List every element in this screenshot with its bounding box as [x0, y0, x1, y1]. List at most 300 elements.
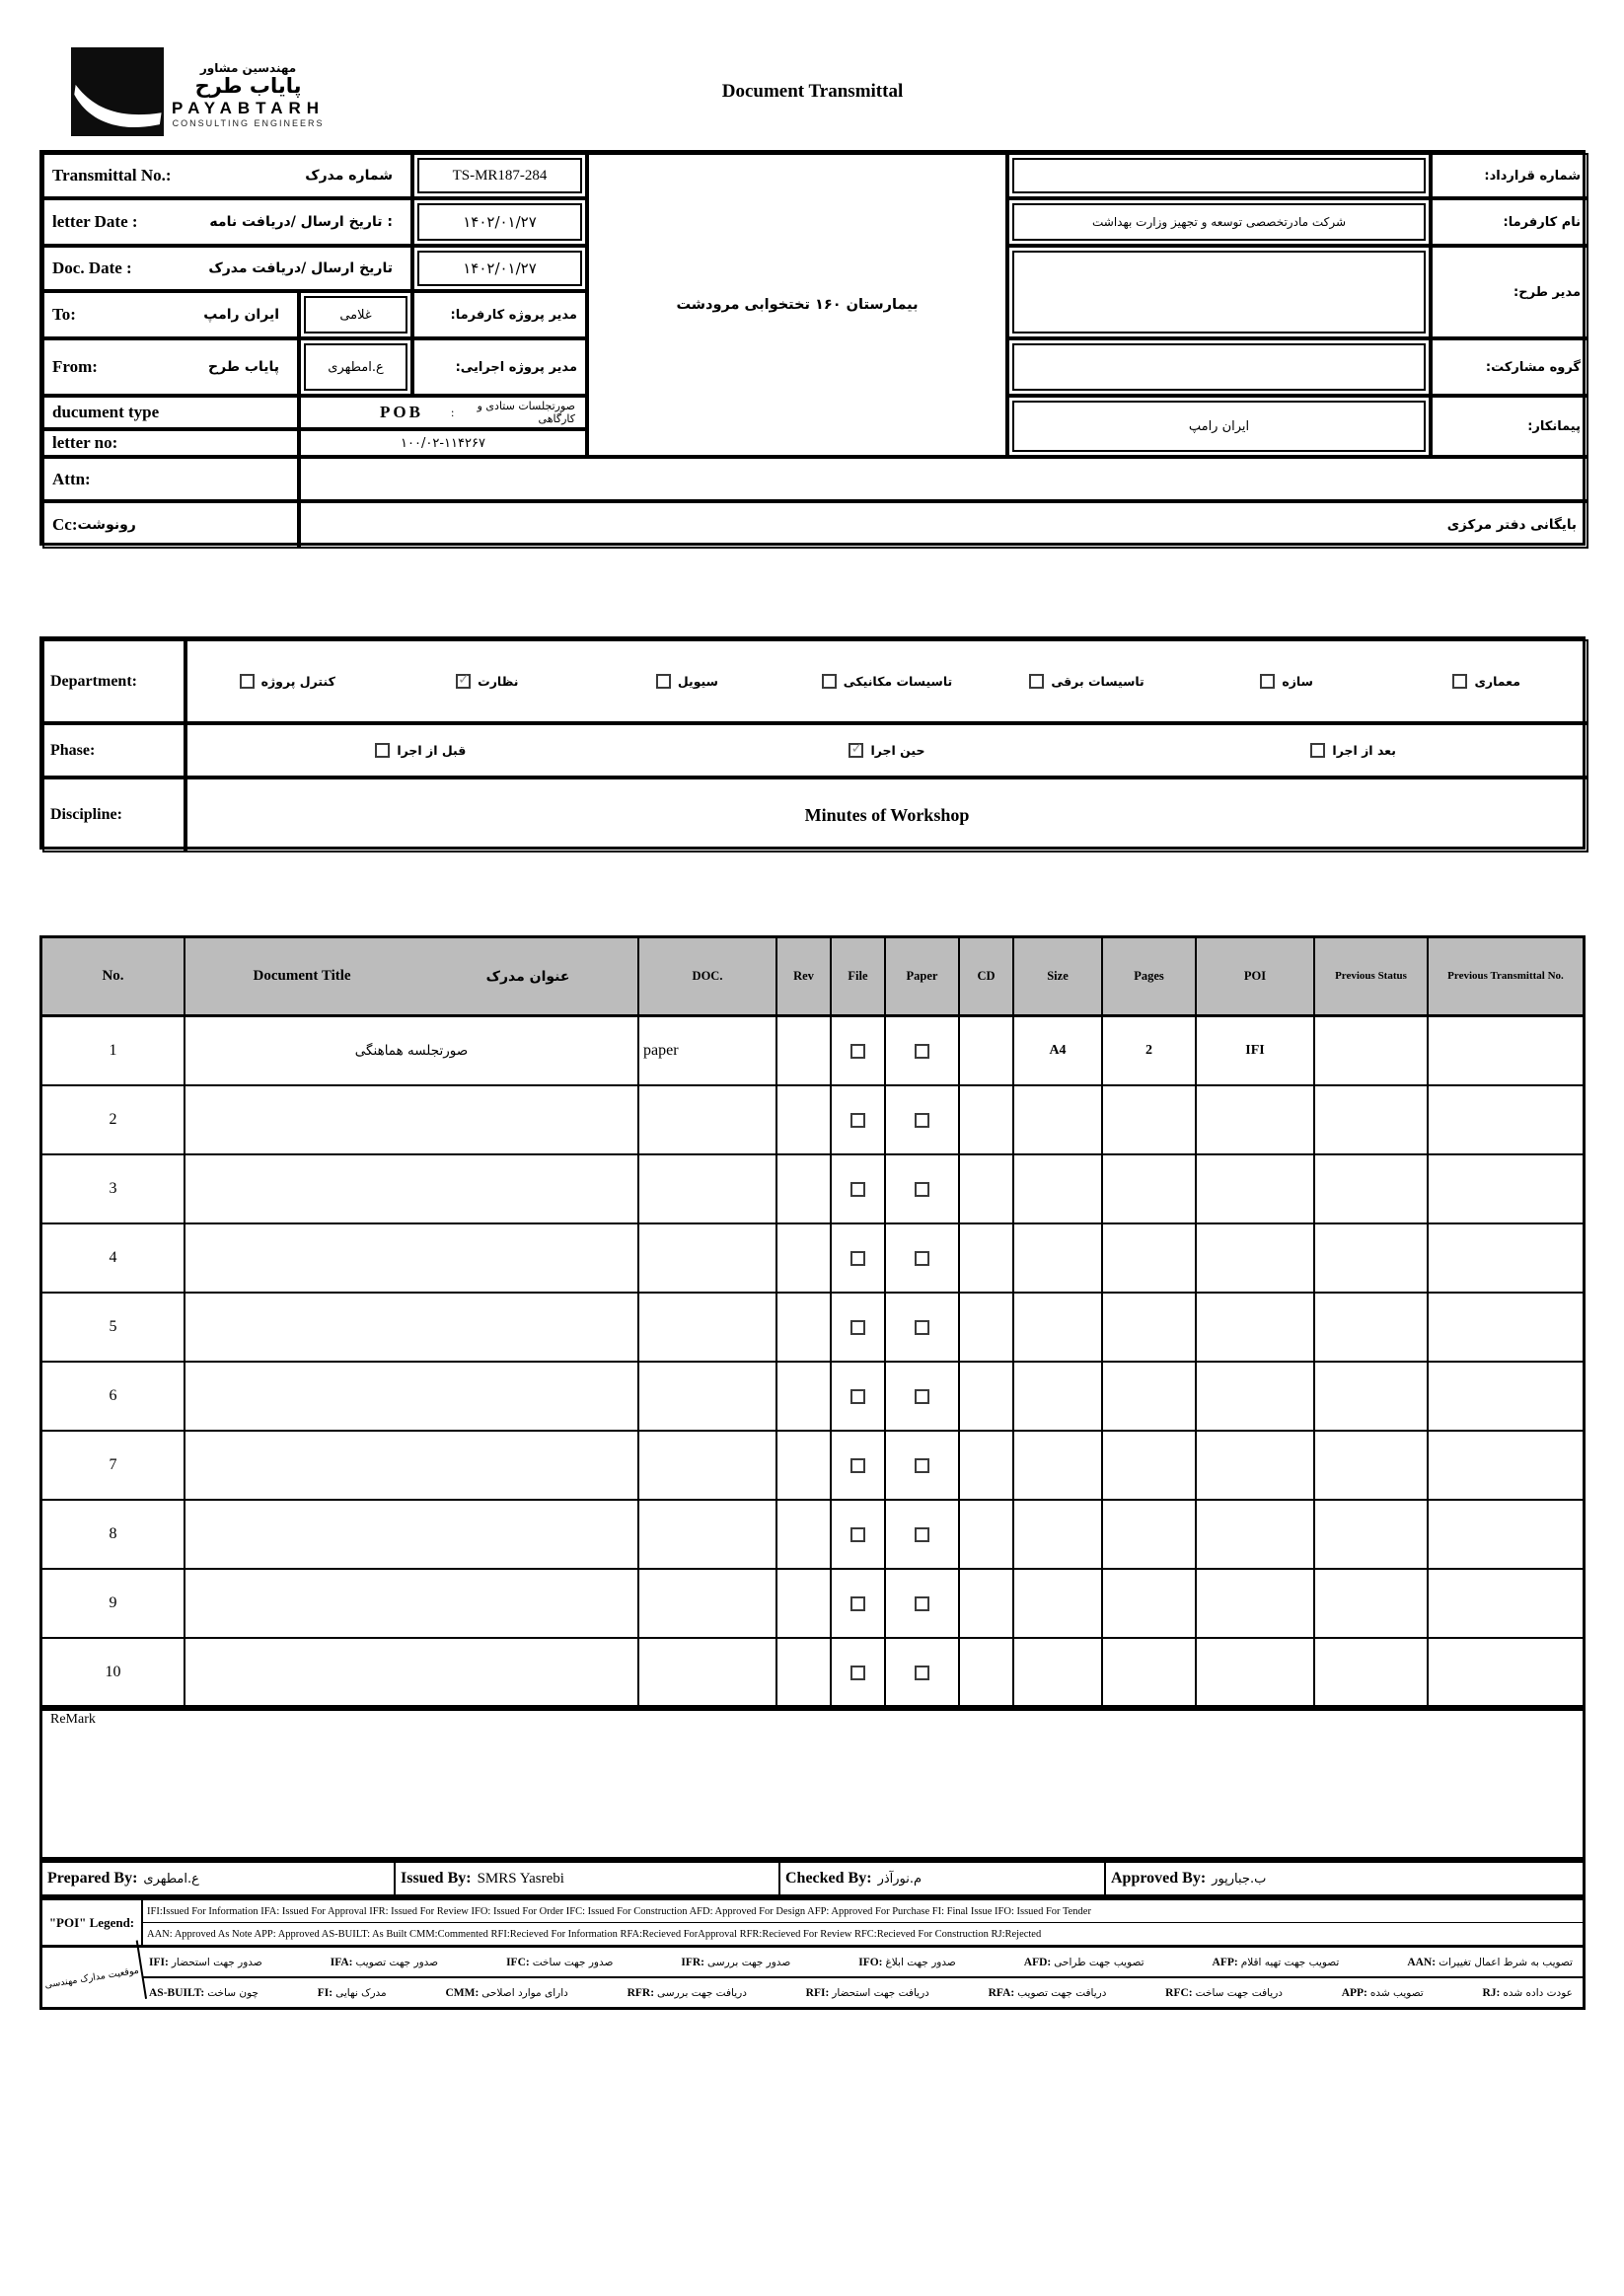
- row-prev-transmittal: [1429, 1294, 1583, 1363]
- checkbox-icon[interactable]: [849, 743, 863, 758]
- row-number: 4: [42, 1224, 185, 1294]
- row-paper-cell: [886, 1155, 960, 1224]
- client-name-label: نام کارفرما:: [1503, 214, 1581, 230]
- prepared-by-cell: [42, 1863, 396, 1894]
- row-document-title: [185, 1639, 639, 1708]
- paper-checkbox-icon[interactable]: [915, 1389, 929, 1404]
- legend-abbr: AFD:: [1023, 1956, 1052, 1968]
- contractor-value: ایران رامپ: [1012, 401, 1426, 452]
- paper-checkbox-icon[interactable]: [915, 1527, 929, 1542]
- paper-checkbox-icon[interactable]: [915, 1320, 929, 1335]
- checkbox-icon[interactable]: [656, 674, 671, 689]
- header-rev: Rev: [777, 938, 832, 1017]
- row-pages: [1103, 1363, 1197, 1432]
- cc-label-en: Cc:: [52, 515, 78, 534]
- file-checkbox-icon[interactable]: [850, 1113, 865, 1128]
- legend-fa-text: تصویب به شرط اعمال تغییرات: [1439, 1956, 1573, 1968]
- row-rev: [777, 1570, 832, 1639]
- row-doc-type: [639, 1086, 777, 1155]
- row-size: [1014, 1501, 1103, 1570]
- row-poi: [1197, 1224, 1315, 1294]
- approved-by-name: ب.جبارپور: [1212, 1871, 1267, 1887]
- legend-fa-text: عودت داده شده: [1503, 1986, 1573, 1999]
- row-pages: [1103, 1501, 1197, 1570]
- checkbox-option: [987, 674, 1187, 689]
- row-number: 1: [42, 1017, 185, 1086]
- row-paper-cell: [886, 1570, 960, 1639]
- letter-no-label: letter no:: [52, 433, 118, 452]
- paper-checkbox-icon[interactable]: [915, 1044, 929, 1059]
- legend-item: [989, 1987, 1107, 1999]
- approved-by-label: Approved By:: [1111, 1870, 1207, 1887]
- row-paper-cell: [886, 1639, 960, 1708]
- row-file-cell: [832, 1501, 886, 1570]
- department-options-cell: [185, 639, 1588, 723]
- checkbox-option: [654, 743, 1121, 758]
- legend-fa-text: تصویب جهت طراحی: [1054, 1956, 1144, 1968]
- row-poi: [1197, 1501, 1315, 1570]
- row-prev-transmittal: [1429, 1224, 1583, 1294]
- checkbox-icon[interactable]: [456, 674, 471, 689]
- legend-fa-text: چون ساخت: [207, 1986, 259, 1999]
- option-label: حین اجرا: [870, 743, 925, 758]
- row-prev-transmittal: [1429, 1155, 1583, 1224]
- letter-date-label-fa: تاریخ ارسال /دریافت نامه :: [209, 214, 393, 230]
- row-poi: [1197, 1155, 1315, 1224]
- legend-fa-text: صدور جهت ساخت: [532, 1956, 614, 1968]
- row-poi: [1197, 1432, 1315, 1501]
- row-number: 8: [42, 1501, 185, 1570]
- row-doc-type: [639, 1432, 777, 1501]
- checkbox-option: [1386, 674, 1587, 689]
- row-poi: [1197, 1363, 1315, 1432]
- row-poi: IFI: [1197, 1017, 1315, 1086]
- legend-item: [149, 1987, 258, 1999]
- row-file-cell: [832, 1363, 886, 1432]
- legend-item: [1342, 1987, 1424, 1999]
- paper-checkbox-icon[interactable]: [915, 1251, 929, 1266]
- table-row: [42, 1501, 1583, 1570]
- contract-no-label: شماره قرارداد:: [1484, 168, 1581, 184]
- checkbox-icon[interactable]: [1310, 743, 1325, 758]
- transmittal-info-table: [39, 150, 1586, 546]
- phase-label-cell: [42, 723, 185, 778]
- row-number: 3: [42, 1155, 185, 1224]
- row-rev: [777, 1432, 832, 1501]
- discipline-value-cell: [185, 778, 1588, 852]
- row-file-cell: [832, 1017, 886, 1086]
- checkbox-icon[interactable]: [1260, 674, 1275, 689]
- file-checkbox-icon[interactable]: [850, 1320, 865, 1335]
- doc-type-value-cell: [299, 396, 587, 429]
- row-pages: [1103, 1639, 1197, 1708]
- department-label: Department:: [50, 672, 137, 690]
- legend-item: [627, 1987, 747, 1999]
- poi-legend-english: [42, 1900, 1583, 1948]
- approved-by-cell: [1106, 1863, 1583, 1894]
- row-doc-type: [639, 1224, 777, 1294]
- poi-legend-english-lines: [143, 1900, 1583, 1945]
- row-doc-type: [639, 1639, 777, 1708]
- checkbox-icon[interactable]: [1452, 674, 1467, 689]
- discipline-value: Minutes of Workshop: [804, 804, 970, 825]
- poi-legend-fa-line1: [143, 1948, 1583, 1976]
- table-row: [42, 1224, 1583, 1294]
- logo-fa-name: پایاب طرح: [194, 74, 302, 98]
- legend-abbr: IFC:: [506, 1956, 530, 1968]
- from-name-cell: [299, 338, 412, 396]
- doc-date-value: ۱۴۰۲/۰۱/۲۷: [417, 251, 582, 286]
- legend-fa-text: دریافت جهت تصویب: [1017, 1986, 1107, 1999]
- row-prev-status: [1315, 1639, 1429, 1708]
- doc-type-label-cell: [42, 396, 299, 429]
- poi-legend-section: [39, 1897, 1586, 2010]
- legend-item: [858, 1957, 956, 1968]
- row-size: [1014, 1639, 1103, 1708]
- legend-fa-text: دریافت جهت ساخت: [1195, 1986, 1283, 1999]
- checkbox-option: [587, 674, 787, 689]
- row-doc-type: [639, 1570, 777, 1639]
- row-pages: 2: [1103, 1017, 1197, 1086]
- header-poi: POI: [1197, 938, 1315, 1017]
- exec-pm-label: مدیر پروژه اجرایی:: [455, 359, 577, 375]
- row-pages: [1103, 1086, 1197, 1155]
- page-title: Document Transmittal: [721, 81, 904, 102]
- row-file-cell: [832, 1155, 886, 1224]
- paper-checkbox-icon[interactable]: [915, 1596, 929, 1611]
- row-poi: [1197, 1639, 1315, 1708]
- attn-label: Attn:: [52, 469, 91, 488]
- department-options: [187, 641, 1587, 721]
- row-rev: [777, 1086, 832, 1155]
- header-title-fa: عنوان مدرک: [485, 968, 570, 985]
- option-label: تاسیسات برقی: [1051, 674, 1144, 689]
- option-label: بعد از اجرا: [1332, 743, 1396, 758]
- legend-abbr: IFI:: [149, 1956, 169, 1968]
- from-label: From:: [52, 357, 98, 376]
- to-name-cell: [299, 291, 412, 338]
- file-checkbox-icon[interactable]: [850, 1527, 865, 1542]
- row-document-title: صورتجلسه هماهنگی: [185, 1017, 639, 1086]
- row-prev-status: [1315, 1570, 1429, 1639]
- row-file-cell: [832, 1432, 886, 1501]
- file-checkbox-icon[interactable]: [850, 1596, 865, 1611]
- attn-label-cell: [42, 457, 299, 501]
- row-document-title: [185, 1570, 639, 1639]
- header-cd: CD: [960, 938, 1014, 1017]
- row-prev-status: [1315, 1294, 1429, 1363]
- doc-type-separator: :: [450, 405, 455, 419]
- contractor-value-cell: [1007, 396, 1431, 457]
- row-cd: [960, 1294, 1014, 1363]
- row-prev-transmittal: [1429, 1363, 1583, 1432]
- row-paper-cell: [886, 1501, 960, 1570]
- poi-legend-en-line1: IFI:Issued For Information IFA: Issued For Approval IFR: Issued For Review IFO: Issued For Order IFC: Issued For Construction AFD: Approved For Design AFP: Approved For Purchase FI: Final Issue IFO: Issued For Tender: [147, 1905, 1091, 1917]
- checkbox-icon[interactable]: [240, 674, 255, 689]
- row-file-cell: [832, 1224, 886, 1294]
- row-number: 2: [42, 1086, 185, 1155]
- row-poi: [1197, 1294, 1315, 1363]
- transmittal-no-value: TS-MR187-284: [417, 158, 582, 193]
- table-row: [42, 1570, 1583, 1639]
- client-name-value: شرکت مادرتخصصی توسعه و تجهیز وزارت بهداشت: [1012, 203, 1426, 241]
- department-label-cell: [42, 639, 185, 723]
- from-cell: [42, 338, 299, 396]
- checkbox-option: [187, 674, 388, 689]
- legend-fa-text: صدور جهت استحضار: [171, 1956, 262, 1968]
- header-title: [185, 938, 639, 1017]
- row-number: 6: [42, 1363, 185, 1432]
- doc-date-value-cell: [412, 246, 587, 291]
- row-file-cell: [832, 1570, 886, 1639]
- from-value: پایاب طرح: [208, 359, 279, 375]
- row-doc-type: paper: [639, 1017, 777, 1086]
- row-rev: [777, 1501, 832, 1570]
- checkbox-icon[interactable]: [1029, 674, 1044, 689]
- row-prev-status: [1315, 1086, 1429, 1155]
- poi-legend-label: "POI" Legend:: [42, 1900, 143, 1945]
- doc-date-label-en: Doc. Date :: [52, 259, 132, 277]
- transmittal-no-label-cell: [42, 153, 412, 198]
- to-name: غلامی: [304, 296, 407, 333]
- row-paper-cell: [886, 1432, 960, 1501]
- from-name: ع.امطهری: [304, 343, 407, 391]
- row-number: 9: [42, 1570, 185, 1639]
- row-pages: [1103, 1155, 1197, 1224]
- row-poi: [1197, 1570, 1315, 1639]
- row-prev-status: [1315, 1432, 1429, 1501]
- legend-abbr: CMM:: [445, 1986, 480, 1999]
- contractor-label-cell: [1431, 396, 1588, 457]
- row-doc-type: [639, 1501, 777, 1570]
- row-cd: [960, 1432, 1014, 1501]
- cc-value-cell: [299, 501, 1588, 549]
- legend-abbr: IFR:: [681, 1956, 705, 1968]
- row-doc-type: [639, 1363, 777, 1432]
- design-manager-label-cell: [1431, 246, 1588, 338]
- row-file-cell: [832, 1086, 886, 1155]
- row-prev-transmittal: [1429, 1570, 1583, 1639]
- row-file-cell: [832, 1294, 886, 1363]
- legend-fa-text: مدرک نهایی: [335, 1986, 387, 1999]
- prepared-by-label: Prepared By:: [47, 1870, 138, 1887]
- cc-label-cell: [42, 501, 299, 549]
- contract-no-value-cell: [1007, 153, 1431, 198]
- checked-by-cell: [780, 1863, 1106, 1894]
- remark-label: ReMark: [50, 1712, 96, 1727]
- checkbox-option: [187, 743, 654, 758]
- letter-date-value: ۱۴۰۲/۰۱/۲۷: [417, 203, 582, 241]
- project-name: بیمارستان ۱۶۰ تختخوابی مرودشت: [676, 297, 919, 313]
- file-checkbox-icon[interactable]: [850, 1666, 865, 1680]
- discipline-label: Discipline:: [50, 806, 122, 823]
- document-table-header: [42, 938, 1583, 1017]
- row-prev-status: [1315, 1224, 1429, 1294]
- file-checkbox-icon[interactable]: [850, 1044, 865, 1059]
- option-label: تاسیسات مکانیکی: [843, 674, 953, 689]
- row-cd: [960, 1224, 1014, 1294]
- row-size: [1014, 1363, 1103, 1432]
- option-label: معماری: [1474, 674, 1520, 689]
- header-file: File: [832, 938, 886, 1017]
- prepared-by-name: ع.امطهری: [143, 1871, 199, 1887]
- row-pages: [1103, 1294, 1197, 1363]
- row-paper-cell: [886, 1224, 960, 1294]
- file-checkbox-icon[interactable]: [850, 1458, 865, 1473]
- row-rev: [777, 1017, 832, 1086]
- checked-by-name: م.نورآذر: [877, 1871, 923, 1887]
- letter-date-label-en: letter Date :: [52, 212, 138, 231]
- row-number: 10: [42, 1639, 185, 1708]
- file-checkbox-icon[interactable]: [850, 1182, 865, 1197]
- file-checkbox-icon[interactable]: [850, 1251, 865, 1266]
- legend-fa-text: دریافت جهت استحضار: [832, 1986, 929, 1999]
- legend-item: [149, 1957, 262, 1968]
- legend-abbr: RFA:: [988, 1986, 1015, 1999]
- table-row: [42, 1017, 1583, 1086]
- exec-pm-label-cell: [412, 338, 587, 396]
- header-prev-status: Previous Status: [1315, 938, 1429, 1017]
- row-rev: [777, 1639, 832, 1708]
- row-size: [1014, 1432, 1103, 1501]
- paper-checkbox-icon[interactable]: [915, 1182, 929, 1197]
- client-pm-label: مدیر پروژه کارفرما:: [450, 307, 577, 323]
- paper-checkbox-icon[interactable]: [915, 1666, 929, 1680]
- option-label: کنترل پروژه: [260, 674, 335, 689]
- header-paper: Paper: [886, 938, 960, 1017]
- row-pages: [1103, 1432, 1197, 1501]
- legend-fa-text: صدور جهت بررسی: [707, 1956, 791, 1968]
- checkbox-option: [1187, 674, 1387, 689]
- table-row: [42, 1294, 1583, 1363]
- legend-item: [806, 1987, 929, 1999]
- option-label: سیویل: [677, 674, 718, 689]
- row-cd: [960, 1017, 1014, 1086]
- doc-date-label-cell: [42, 246, 412, 291]
- row-document-title: [185, 1363, 639, 1432]
- legend-item: [1024, 1957, 1144, 1968]
- row-cd: [960, 1155, 1014, 1224]
- poi-legend-fa-line2: [143, 1976, 1583, 2007]
- row-size: [1014, 1294, 1103, 1363]
- remark-section: [39, 1705, 1586, 1860]
- legend-fa-text: تصویب جهت تهیه اقلام: [1240, 1956, 1340, 1968]
- doc-date-label-fa: تاریخ ارسال /دریافت مدرک: [208, 260, 393, 276]
- row-paper-cell: [886, 1017, 960, 1086]
- legend-fa-text: دریافت جهت بررسی: [657, 1986, 747, 1999]
- row-size: A4: [1014, 1017, 1103, 1086]
- client-name-label-cell: [1431, 198, 1588, 246]
- attn-value-cell: [299, 457, 1588, 501]
- contract-no-label-cell: [1431, 153, 1588, 198]
- logo-fa-tagline: مهندسین مشاور: [199, 61, 297, 75]
- row-prev-status: [1315, 1363, 1429, 1432]
- doc-type-label: ducument type: [52, 403, 160, 421]
- row-prev-status: [1315, 1501, 1429, 1570]
- checkbox-option: [1120, 743, 1587, 758]
- partnership-value-cell: [1007, 338, 1431, 396]
- client-name-value-cell: [1007, 198, 1431, 246]
- cc-label-fa: رونوشت: [77, 517, 136, 533]
- row-rev: [777, 1363, 832, 1432]
- design-manager-value-cell: [1007, 246, 1431, 338]
- row-document-title: [185, 1501, 639, 1570]
- issued-by-label: Issued By:: [401, 1870, 472, 1887]
- to-cell: [42, 291, 299, 338]
- poi-legend-en-line2: AAN: Approved As Note APP: Approved AS-BUILT: As Built CMM:Commented RFI:Recieved For Information RFA:Recieved ForApproval RFR:Recieved For Review RFC:Recieved For Construction RJ:Rejected: [143, 1922, 1583, 1945]
- row-size: [1014, 1086, 1103, 1155]
- letter-no-value-cell: [299, 429, 587, 457]
- row-rev: [777, 1294, 832, 1363]
- phase-options: [187, 725, 1587, 776]
- header-size: Size: [1014, 938, 1103, 1017]
- paper-checkbox-icon[interactable]: [915, 1113, 929, 1128]
- legend-fa-text: تصویب شده: [1369, 1986, 1424, 1999]
- row-cd: [960, 1086, 1014, 1155]
- row-paper-cell: [886, 1294, 960, 1363]
- project-name-cell: [587, 153, 1007, 457]
- row-document-title: [185, 1086, 639, 1155]
- checkbox-option: [388, 674, 588, 689]
- legend-abbr: IFO:: [858, 1956, 883, 1968]
- phase-options-cell: [185, 723, 1588, 778]
- row-file-cell: [832, 1639, 886, 1708]
- legend-fa-text: صدور جهت ابلاغ: [885, 1956, 956, 1968]
- checkbox-option: [787, 674, 988, 689]
- legend-fa-text: دارای موارد اصلاحی: [481, 1986, 568, 1999]
- paper-checkbox-icon[interactable]: [915, 1458, 929, 1473]
- checkbox-icon[interactable]: [375, 743, 390, 758]
- doc-type-fa: صورتجلسات ستادی و کارگاهی: [477, 400, 575, 425]
- legend-fa-text: صدور جهت تصویب: [355, 1956, 439, 1968]
- legend-item: [331, 1957, 438, 1968]
- row-size: [1014, 1155, 1103, 1224]
- row-cd: [960, 1570, 1014, 1639]
- row-prev-transmittal: [1429, 1017, 1583, 1086]
- row-document-title: [185, 1294, 639, 1363]
- row-number: 7: [42, 1432, 185, 1501]
- department-phase-table: [39, 636, 1586, 850]
- row-document-title: [185, 1155, 639, 1224]
- letter-no-label-cell: [42, 429, 299, 457]
- row-cd: [960, 1501, 1014, 1570]
- letter-date-label-cell: [42, 198, 412, 246]
- option-label: نظارت: [478, 674, 519, 689]
- file-checkbox-icon[interactable]: [850, 1389, 865, 1404]
- document-list-table: [39, 935, 1586, 1711]
- checkbox-icon[interactable]: [822, 674, 837, 689]
- legend-item: [1165, 1987, 1283, 1999]
- header-title-en: Document Title: [253, 968, 351, 984]
- row-rev: [777, 1155, 832, 1224]
- legend-abbr: AAN:: [1407, 1956, 1437, 1968]
- table-row: [42, 1363, 1583, 1432]
- option-label: سازه: [1282, 674, 1313, 689]
- legend-item: [1213, 1957, 1340, 1968]
- row-doc-type: [639, 1155, 777, 1224]
- row-prev-status: [1315, 1155, 1429, 1224]
- option-label: قبل از اجرا: [397, 743, 467, 758]
- legend-abbr: APP:: [1341, 1986, 1367, 1999]
- row-prev-transmittal: [1429, 1639, 1583, 1708]
- row-size: [1014, 1570, 1103, 1639]
- discipline-label-cell: [42, 778, 185, 852]
- legend-item: [506, 1957, 613, 1968]
- poi-legend-persian-lines: [143, 1948, 1583, 2007]
- transmittal-no-label-en: Transmittal No.:: [52, 166, 172, 185]
- row-paper-cell: [886, 1363, 960, 1432]
- row-number: 5: [42, 1294, 185, 1363]
